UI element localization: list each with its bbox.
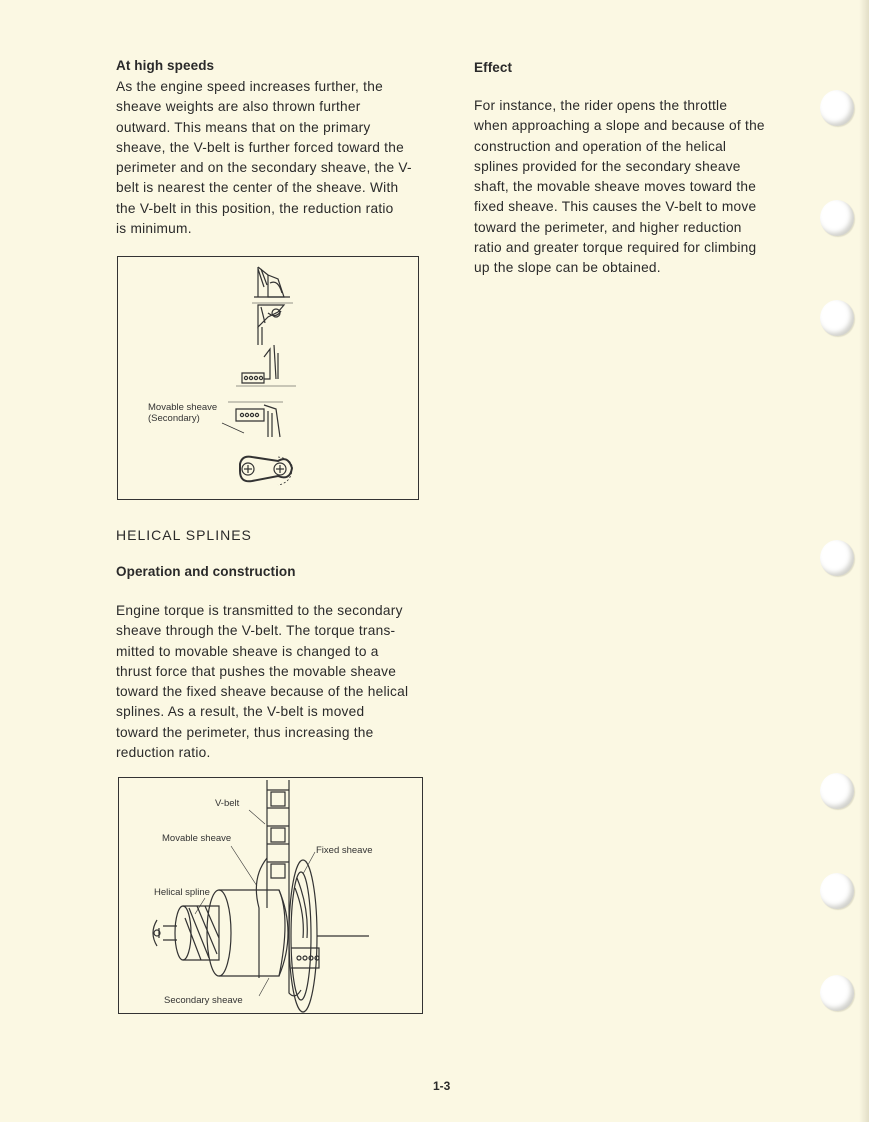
operation-paragraph bbox=[116, 601, 424, 763]
operation-section bbox=[116, 564, 424, 763]
helical-spline-shaft-drawing bbox=[153, 906, 219, 960]
binder-hole bbox=[820, 975, 854, 1011]
paragraph-line: perimeter and on the secondary sheave, the V- bbox=[116, 160, 412, 176]
paragraph-line: when approaching a slope and because of the bbox=[474, 118, 765, 134]
paragraph-line: is minimum. bbox=[116, 221, 192, 237]
secondary-sheave-drawing bbox=[207, 890, 319, 976]
binder-hole bbox=[820, 90, 854, 126]
v-belt-label: V-belt bbox=[215, 798, 240, 809]
primary-sheave-drawing bbox=[252, 267, 293, 345]
v-belt-drawing bbox=[267, 780, 289, 908]
paragraph-line: ratio and greater torque required for climbing bbox=[474, 240, 757, 256]
label-line: (Secondary) bbox=[148, 413, 200, 424]
helical-spline-label: Helical spline bbox=[154, 887, 210, 898]
high-speeds-section bbox=[116, 58, 424, 239]
paragraph-line: the V-belt in this position, the reduction ratio bbox=[116, 200, 394, 216]
paragraph-line: toward the perimeter, thus increasing the bbox=[116, 724, 374, 740]
effect-section bbox=[474, 60, 782, 279]
fixed-sheave-drawing bbox=[289, 860, 369, 1012]
paragraph-line: toward the fixed sheave because of the helical bbox=[116, 684, 409, 700]
operation-heading: Operation and construction bbox=[116, 564, 296, 579]
paragraph-line: As the engine speed increases further, the bbox=[116, 79, 383, 94]
effect-heading: Effect bbox=[474, 60, 513, 75]
belt-loop-drawing bbox=[240, 457, 292, 485]
movable-sheave-secondary-label bbox=[148, 402, 217, 424]
movable-sheave-label: Movable sheave bbox=[162, 833, 232, 844]
binder-hole bbox=[820, 873, 854, 909]
paragraph-line: For instance, the rider opens the throttle bbox=[474, 98, 728, 113]
paragraph-line: sheave, the V-belt is further forced toward the bbox=[116, 139, 404, 155]
paragraph-line: belt is nearest the center of the sheave. With bbox=[116, 180, 399, 196]
high-speeds-heading: At high speeds bbox=[116, 58, 215, 73]
figure-helical-spline bbox=[118, 777, 423, 1014]
binder-hole bbox=[820, 540, 854, 576]
effect-paragraph bbox=[474, 96, 782, 279]
paragraph-line: sheave through the V-belt. The torque trans- bbox=[116, 623, 396, 639]
paragraph-line: fixed sheave. This causes the V-belt to move bbox=[474, 199, 757, 215]
binder-hole bbox=[820, 773, 854, 809]
paragraph-line: outward. This means that on the primary bbox=[116, 119, 371, 135]
paragraph-line: splines. As a result, the V-belt is moved bbox=[116, 704, 365, 720]
helical-splines-heading: HELICAL SPLINES bbox=[116, 527, 252, 543]
paragraph-line: construction and operation of the helical bbox=[474, 138, 727, 154]
sheave-middle-drawing bbox=[236, 345, 296, 386]
paragraph-line: reduction ratio. bbox=[116, 745, 211, 761]
label-line: Movable sheave bbox=[148, 402, 218, 413]
page-number: 1-3 bbox=[433, 1079, 451, 1093]
fixed-sheave-label: Fixed sheave bbox=[316, 845, 373, 856]
figure-high-speed-sheaves bbox=[117, 256, 419, 500]
paragraph-line: splines provided for the secondary sheave bbox=[474, 158, 741, 174]
secondary-sheave-label: Secondary sheave bbox=[164, 995, 243, 1006]
paragraph-line: mitted to movable sheave is changed to a bbox=[116, 643, 379, 659]
binder-hole bbox=[820, 300, 854, 336]
paragraph-line: shaft, the movable sheave moves toward the bbox=[474, 179, 757, 195]
secondary-sheave-drawing bbox=[222, 402, 283, 437]
page-edge-shadow bbox=[859, 0, 869, 1122]
paragraph-line: toward the perimeter, and higher reduction bbox=[474, 219, 742, 235]
paragraph-line: thrust force that pushes the movable sheave bbox=[116, 663, 397, 679]
binder-hole bbox=[820, 200, 854, 236]
high-speeds-paragraph bbox=[116, 77, 424, 239]
high-speed-sheave-diagram bbox=[118, 257, 418, 499]
paragraph-line: Engine torque is transmitted to the secondary bbox=[116, 603, 403, 618]
paragraph-line: sheave weights are also thrown further bbox=[116, 99, 361, 115]
paragraph-line: up the slope can be obtained. bbox=[474, 260, 661, 276]
